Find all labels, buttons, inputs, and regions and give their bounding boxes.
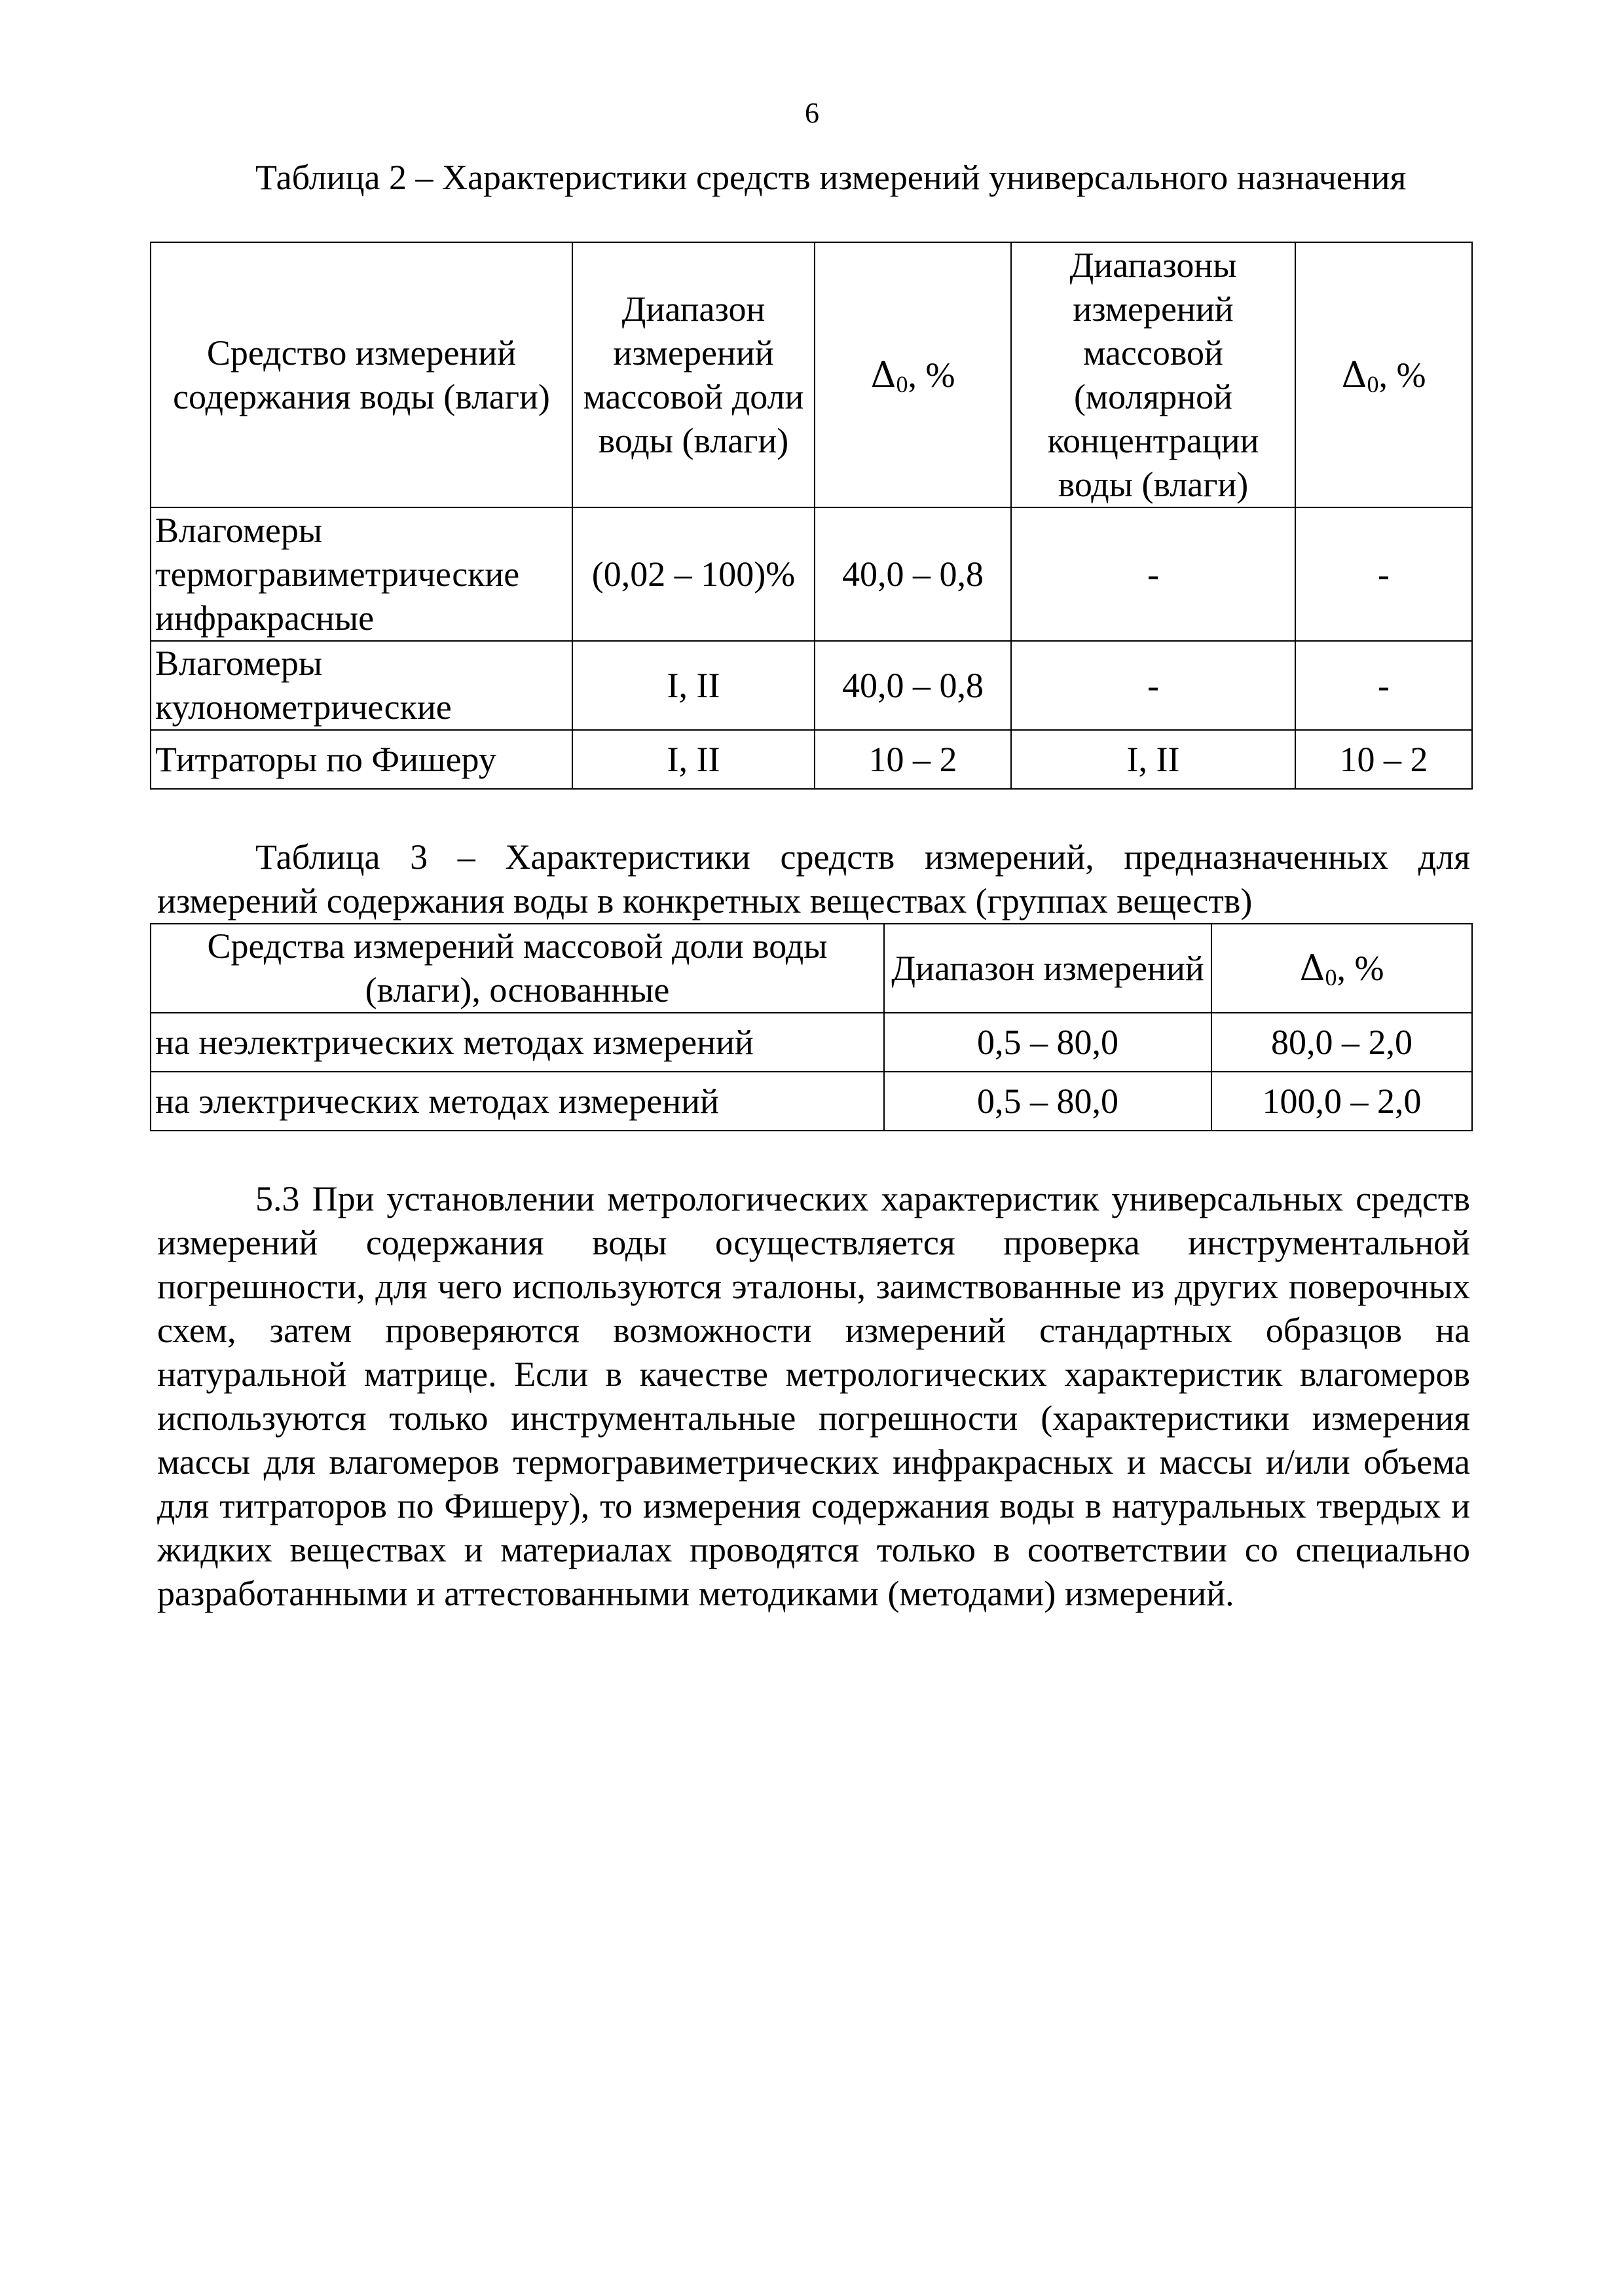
table2-cell-delta: 40,0 – 0,8: [815, 641, 1011, 730]
delta-symbol: Δ: [1299, 947, 1325, 989]
table2-header-delta: [815, 242, 1011, 507]
table2-header-delta-2: [1295, 242, 1472, 507]
table-row: [151, 507, 1472, 641]
table2-caption: [157, 156, 1470, 200]
delta-subscript: 0: [1367, 371, 1379, 397]
delta-unit: , %: [908, 355, 955, 395]
table2-caption-text: Таблица 2 – Характеристики средств измерений универсального назначения: [255, 158, 1407, 197]
delta-symbol: Δ: [870, 354, 896, 395]
table3-header-instrument: Средства измерений массовой доли воды (влаги), основанные: [151, 924, 884, 1013]
table3-caption-text: Таблица 3 – Характеристики средств измерений, предназначенных для измерений содержания воды в конкретных веществах (группах веществ): [157, 837, 1470, 920]
table2-header-instrument: Средство измерений содержания воды (влаги): [151, 242, 572, 507]
table3-cell-instrument: на электрических методах измерений: [151, 1072, 884, 1131]
delta-unit: , %: [1337, 949, 1384, 988]
table2-cell-range: I, II: [572, 641, 815, 730]
table-row: [151, 1072, 1472, 1131]
table2-cell-range: I, II: [572, 730, 815, 789]
table3-header-range: Диапазон измерений: [884, 924, 1211, 1013]
table2-cell-delta: 10 – 2: [815, 730, 1011, 789]
table2-cell-instrument: Влагомеры кулонометрические: [151, 641, 572, 730]
paragraph-5-3-text: 5.3 При установлении метрологических характеристик универсальных средств измерений содержания воды осуществляется проверка инструментальной погрешности, для чего используются эталоны, заимствованные из других поверочных схем, затем проверяются возможности измерений стандартных образцов на натуральной матрице. Если в качестве метрологических характеристик влагомеров используются только инструментальные погрешности (характеристики измерения массы для влагомеров термогравиметрических инфракрасных и массы и/или объема для титраторов по Фишеру), то измерения содержания воды в натуральных твердых и жидких веществах и материалах проводятся только в соответствии со специально разработанными и аттестованными методиками (методами) измерений.: [157, 1179, 1470, 1613]
delta-subscript: 0: [1325, 964, 1337, 991]
table2-cell-instrument: Титраторы по Фишеру: [151, 730, 572, 789]
table2-cell-instrument: Влагомеры термогравиметрические инфракрасные: [151, 507, 572, 641]
table2-header-range: Диапазон измерений массовой доли воды (влаги): [572, 242, 815, 507]
table2-cell-delta-2: -: [1295, 507, 1472, 641]
table3-cell-instrument: на неэлектрических методах измерений: [151, 1013, 884, 1072]
table2-cell-delta: 40,0 – 0,8: [815, 507, 1011, 641]
table3-caption: [157, 835, 1470, 923]
table2-header-ranges-molar: Диапазоны измерений массовой (молярной концентрации воды (влаги): [1011, 242, 1295, 507]
table2-cell-ranges-molar: -: [1011, 641, 1295, 730]
paragraph-5-3: [157, 1177, 1470, 1616]
table-row: [151, 641, 1472, 730]
table-row: [151, 1013, 1472, 1072]
table3-header-delta: [1211, 924, 1472, 1013]
table3-cell-delta: 100,0 – 2,0: [1211, 1072, 1472, 1131]
delta-subscript: 0: [896, 371, 908, 397]
delta-unit: , %: [1378, 355, 1426, 395]
table2-cell-delta-2: 10 – 2: [1295, 730, 1472, 789]
page-number: 6: [805, 97, 819, 129]
delta-symbol: Δ: [1341, 354, 1367, 395]
table3-header-row: [151, 924, 1472, 1013]
table2-cell-ranges-molar: I, II: [1011, 730, 1295, 789]
table3: [150, 923, 1473, 1131]
table2-cell-range: (0,02 – 100)%: [572, 507, 815, 641]
table2-cell-delta-2: -: [1295, 641, 1472, 730]
table2-cell-ranges-molar: -: [1011, 507, 1295, 641]
table3-cell-range: 0,5 – 80,0: [884, 1072, 1211, 1131]
table2: [150, 242, 1473, 790]
table3-cell-delta: 80,0 – 2,0: [1211, 1013, 1472, 1072]
table-row: [151, 730, 1472, 789]
table3-cell-range: 0,5 – 80,0: [884, 1013, 1211, 1072]
table2-header-row: [151, 242, 1472, 507]
